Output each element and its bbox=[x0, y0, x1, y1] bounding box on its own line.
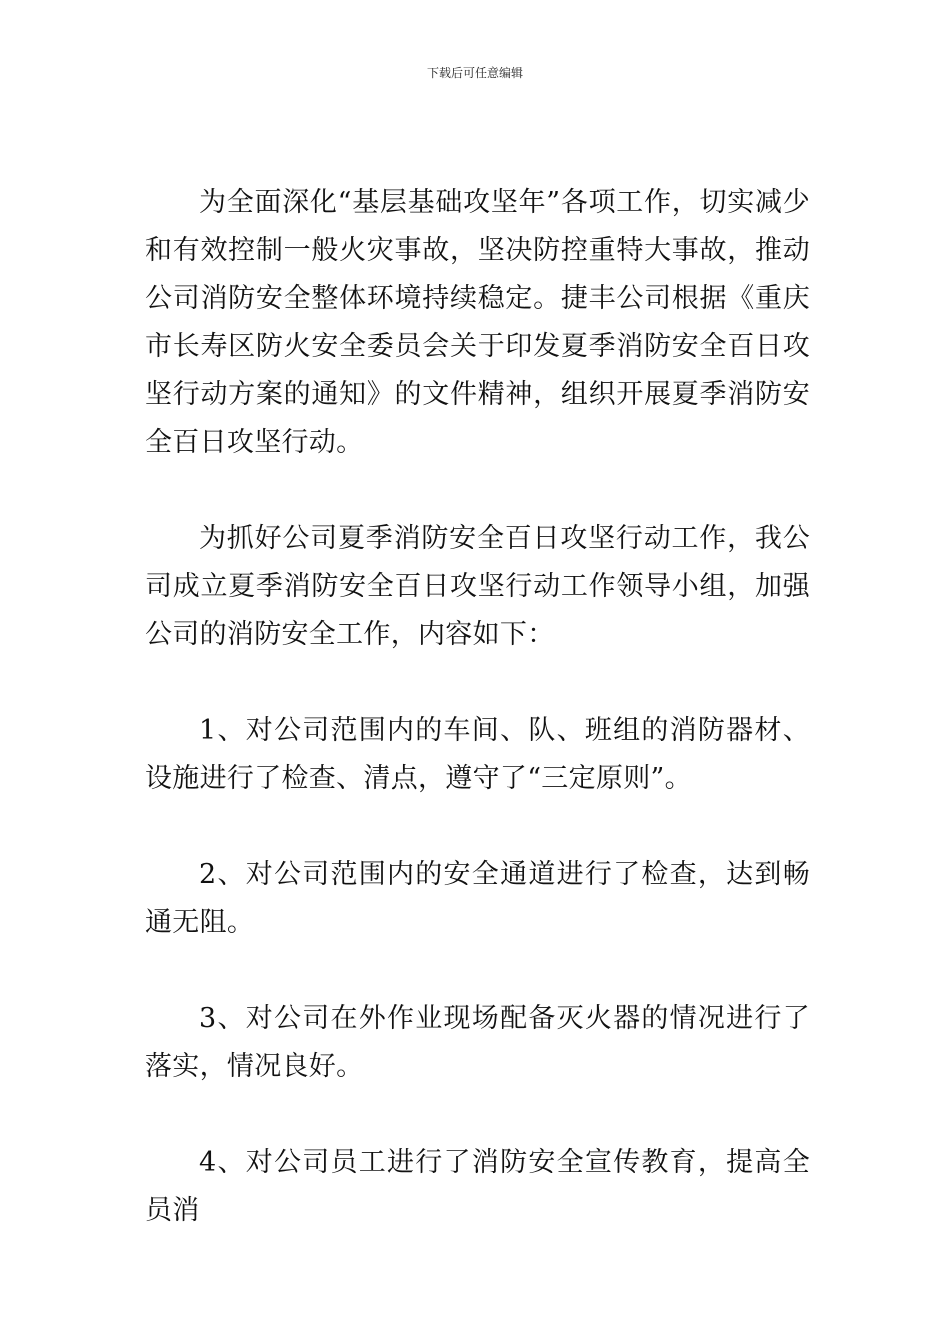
paragraph-leadership-group: 为抓好公司夏季消防安全百日攻坚行动工作，我公司成立夏季消防安全百日攻坚行动工作领导小组，加强公司的消防安全工作，内容如下： bbox=[145, 523, 810, 650]
paragraph-item-1: 1、对公司范围内的车间、队、班组的消防器材、设施进行了检查、清点，遵守了“三定原则”。 bbox=[145, 715, 810, 794]
paragraph-item-2: 2、对公司范围内的安全通道进行了检查，达到畅通无阻。 bbox=[145, 859, 810, 938]
document-body bbox=[145, 179, 810, 1235]
paragraph-item-4: 4、对公司员工进行了消防安全宣传教育，提高全员消 bbox=[145, 1147, 810, 1226]
paragraph-item-3: 3、对公司在外作业现场配备灭火器的情况进行了落实，情况良好。 bbox=[145, 1003, 810, 1082]
paragraph-intro: 为全面深化“基层基础攻坚年”各项工作，切实减少和有效控制一般火灾事故，坚决防控重特大事故，推动公司消防安全整体环境持续稳定。捷丰公司根据《重庆市长寿区防火安全委员会关于印发夏季消防安全百日攻坚行动方案的通知》的文件精神，组织开展夏季消防安全百日攻坚行动。 bbox=[145, 187, 810, 458]
page-header-note: 下载后可任意编辑 bbox=[426, 66, 523, 80]
